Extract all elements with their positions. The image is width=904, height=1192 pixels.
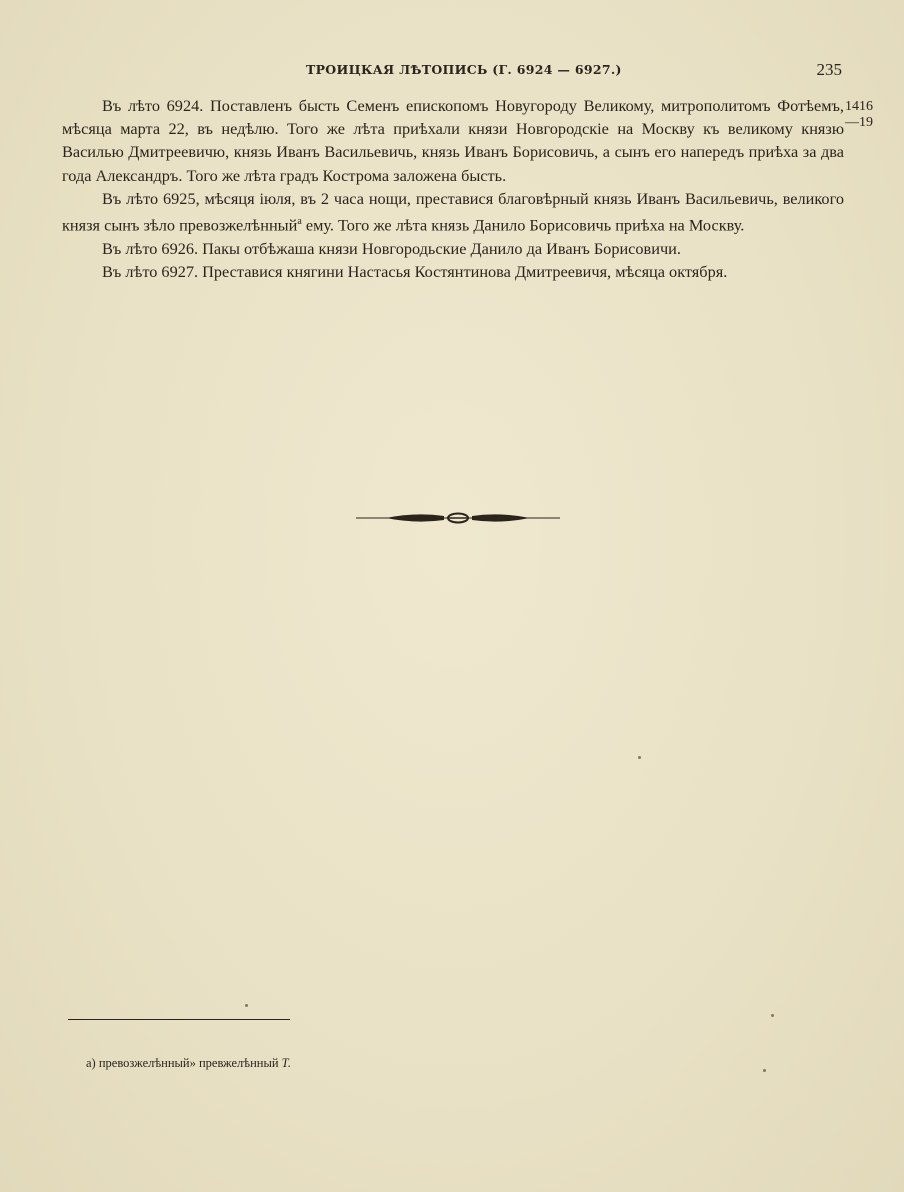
margin-year-note	[845, 99, 873, 131]
running-title: ТРОИЦКАЯ ЛѢТОПИСЬ (Г. 6924 — 6927.)	[306, 62, 622, 77]
footnote-rule	[68, 1019, 290, 1020]
margin-year-end: —19	[845, 115, 873, 130]
footnote-marker: a	[297, 216, 302, 228]
chronicle-text	[62, 94, 844, 283]
paragraph-6925-text: Въ лѣто 6925, мѣсяця іюля, въ 2 часа нощи, преставися благовѣрный князь Иванъ Васильевичь, великого князя сынъ зѣло превозжелѣнный	[62, 188, 844, 235]
paragraph-6925	[62, 187, 844, 237]
section-ornament-icon	[356, 509, 560, 527]
paper-speck	[638, 756, 641, 759]
footnote-source: Т.	[281, 1056, 291, 1070]
paper-speck	[771, 1014, 774, 1017]
paragraph-6925-tail: ему. Того же лѣта князь Данило Борисовичь приѣха на Москву.	[301, 215, 745, 235]
paragraph-6927: Въ лѣто 6927. Преставися княгини Настасья Костянтинова Дмитреевичя, мѣсяца октября.	[102, 261, 728, 281]
paragraph-6926: Въ лѣто 6926. Пакы отбѣжаша князи Новгородьские Данило да Иванъ Борисовичи.	[102, 238, 681, 258]
margin-year-start: 1416	[845, 99, 873, 114]
page-header	[60, 62, 850, 82]
footnote-text: а) превозжелѣнный» превжелѣнный	[86, 1056, 282, 1070]
paper-speck	[245, 1004, 248, 1007]
footnote	[86, 1056, 291, 1071]
paragraph-6924: Въ лѣто 6924. Поставленъ бысть Семенъ епископомъ Новугороду Великому, митрополитомъ Фотѣемъ, мѣсяца марта 22, въ недѣлю. Того же лѣта приѣхали князи Новгородскіе на Москву къ великому князю Василью Дмитреевичю, князь Иванъ Васильевичь, князь Иванъ Борисовичь, а сынъ его напередъ приѣха за два года Александръ. Того же лѣта градъ Кострома заложена бысть.	[62, 96, 844, 185]
paper-speck	[763, 1069, 766, 1072]
page-number: 235	[816, 60, 842, 79]
